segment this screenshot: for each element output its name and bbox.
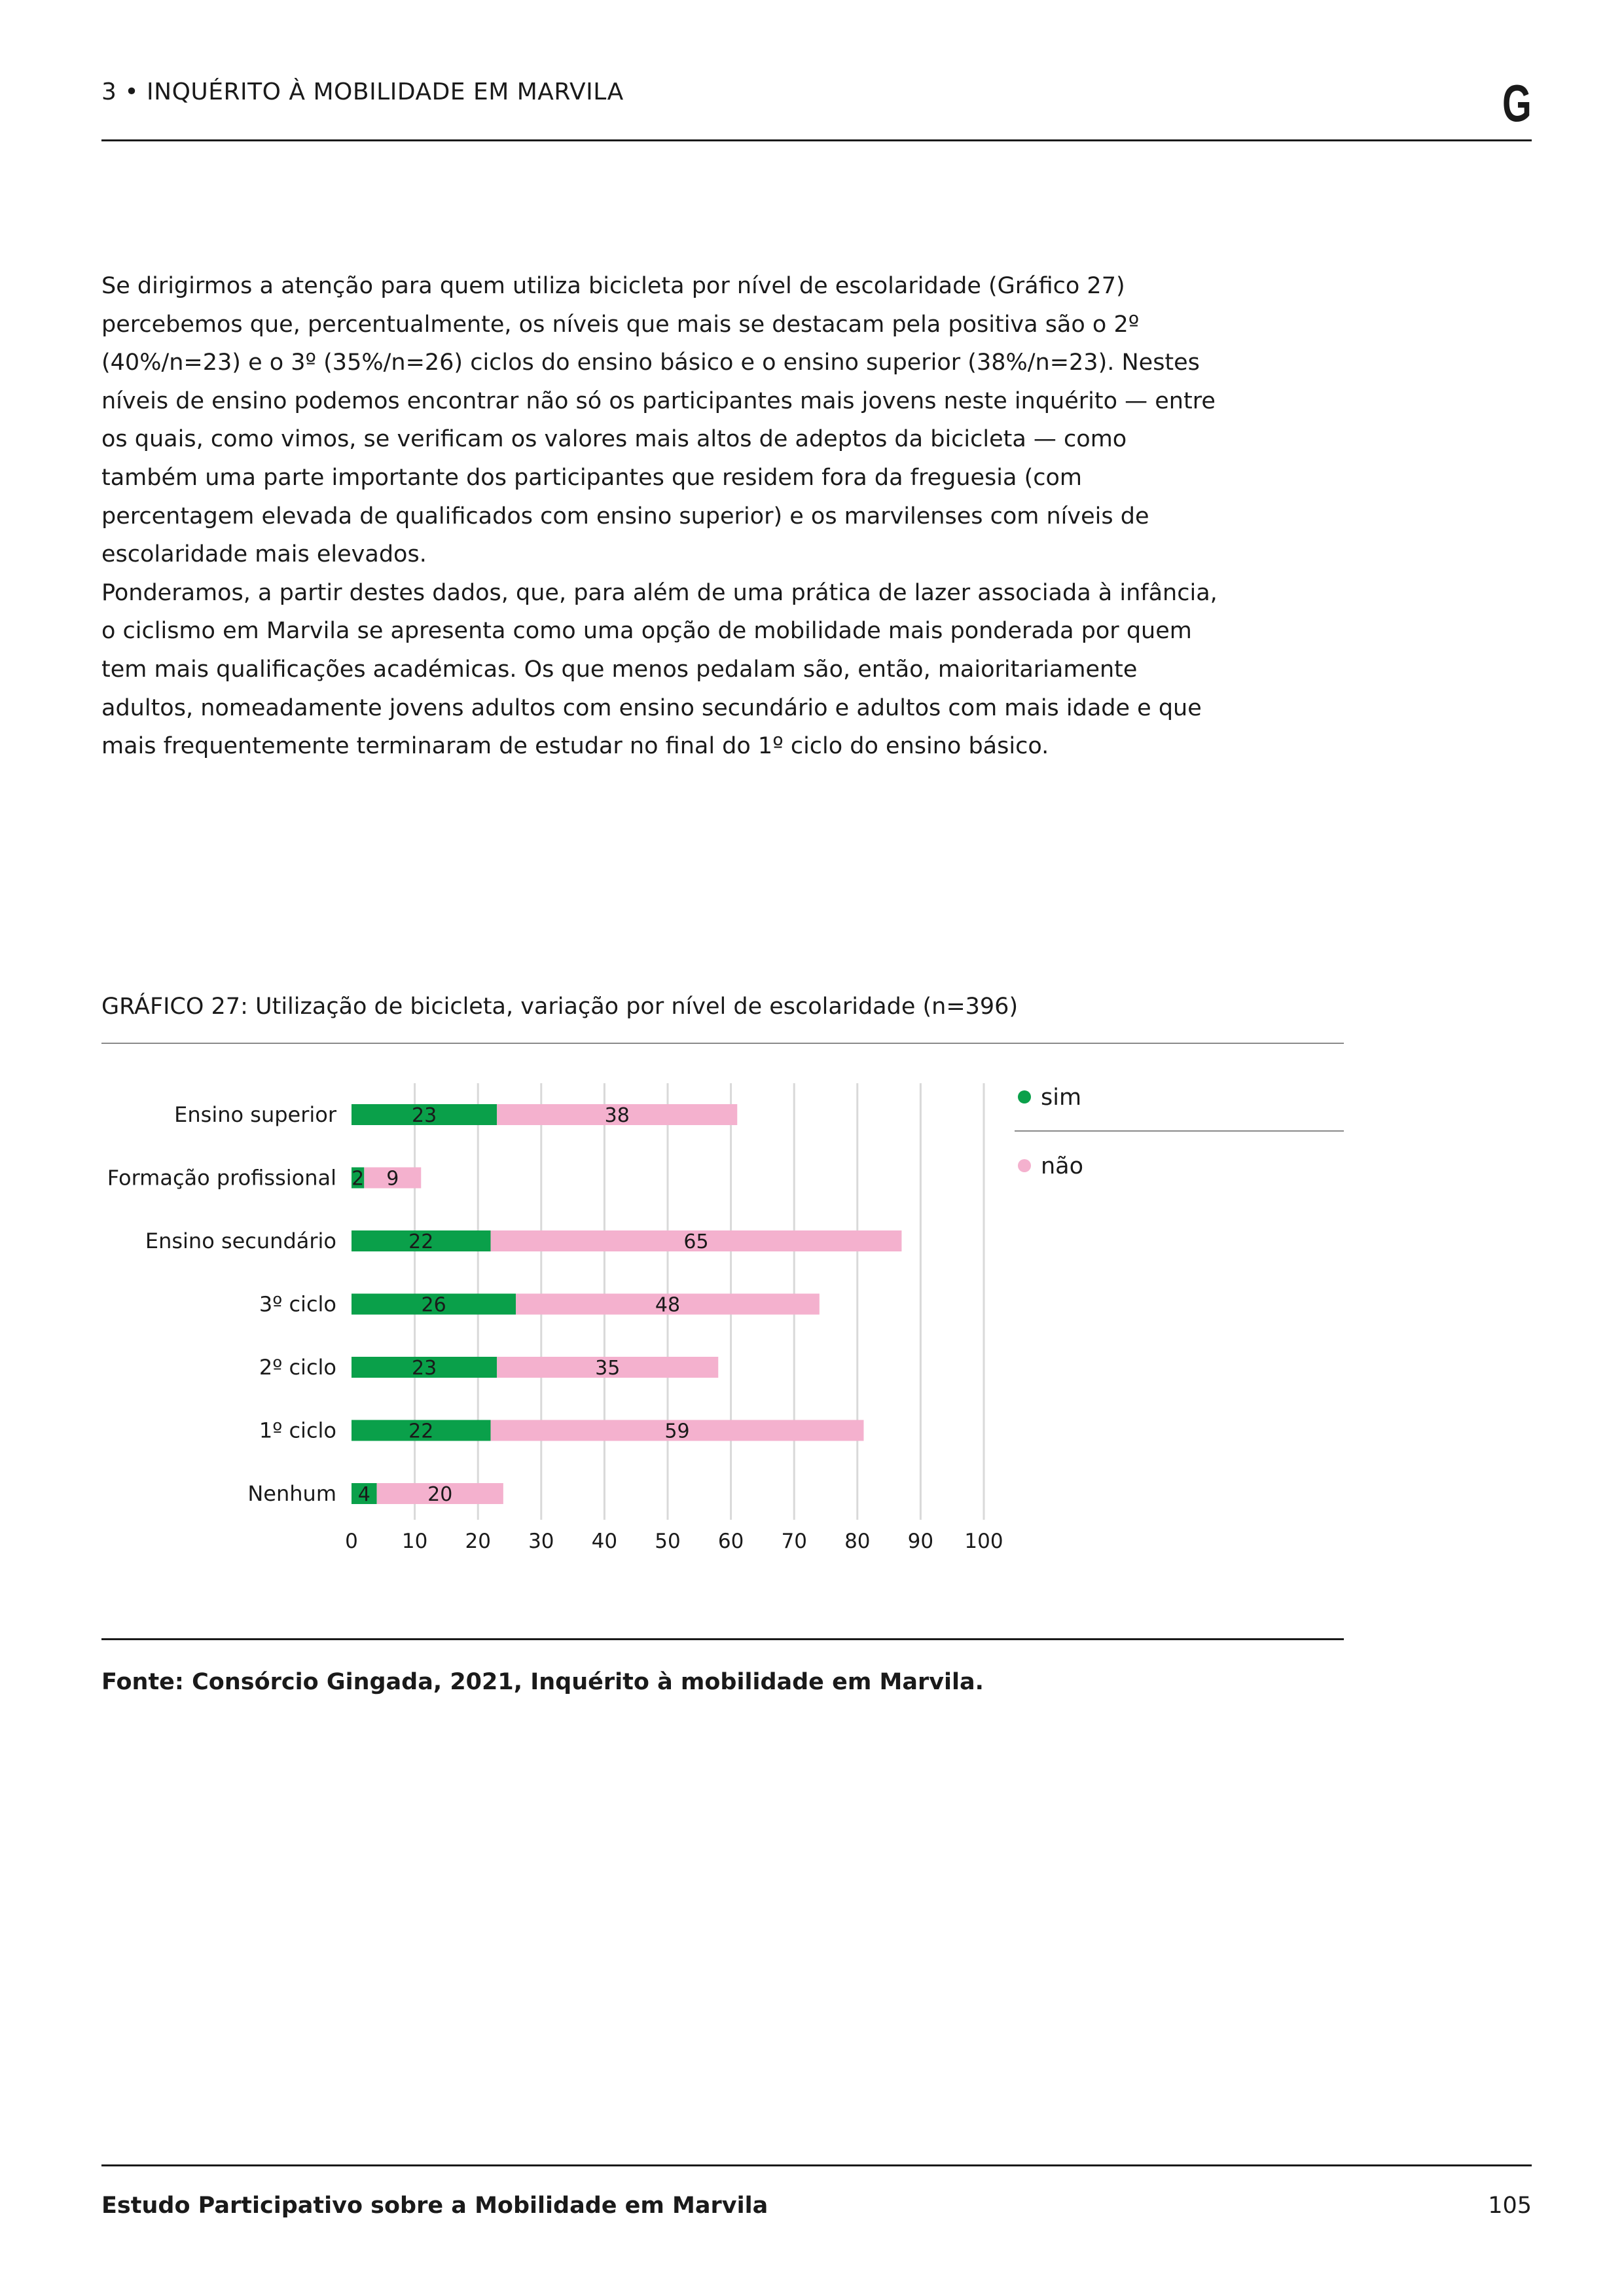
paragraph-1: Se dirigirmos a atenção para quem utiliza bicicleta por nível de escolaridade (Gráfico 27) percebemos que, percentualmente, os níveis que mais se destacam pela positiva são o 2º (40%/n=23) e o 3º (35%/n=26) ciclos do ensino básico e o ensino superior (38%/n=23). Nestes níveis de ensino podemos encontrar não só os participantes mais jovens neste inquérito — entre os quais, como vimos, se verificam os valores mais altos de adeptos da bicicleta — como também uma parte importante dos participantes que residem fora da freguesia (com percentagem elevada de qualificados com ensino superior) e os marvilenses com níveis de escolaridade mais elevados. [101,273,1216,568]
chart-legend [1015,1085,1344,1179]
paragraph-2: Ponderamos, a partir destes dados, que, para além de uma prática de lazer associada à infância, o ciclismo em Marvila se apresenta como uma opção de mobilidade mais ponderada por quem tem mais qualificações académicas. Os que menos pedalam são, então, maioritariamente adultos, nomeadamente jovens adultos com ensino secundário e adultos com mais idade e que mais frequentemente terminaram de estudar no final do 1º ciclo do ensino básico. [101,579,1218,760]
data-label: 65 [683,1230,709,1253]
chart-bottom-divider [101,1638,1344,1640]
data-label: 38 [604,1104,630,1127]
x-tick-label: 20 [465,1530,491,1553]
category-label: 3º ciclo [259,1291,336,1317]
category-label: Nenhum [247,1481,336,1506]
footer-divider [101,2164,1532,2166]
x-tick-label: 40 [591,1530,618,1553]
chart-title: GRÁFICO 27: Utilização de bicicleta, variação por nível de escolaridade (n=396) [101,994,1019,1020]
data-label: 22 [408,1420,434,1443]
data-label: 35 [595,1357,621,1380]
x-tick-label: 50 [655,1530,681,1553]
x-tick-label: 0 [345,1530,358,1553]
data-label: 2 [352,1167,365,1191]
data-label: 4 [357,1483,370,1506]
legend-label: sim [1041,1085,1082,1111]
category-label: 2º ciclo [259,1355,336,1380]
data-label: 48 [655,1293,681,1317]
x-tick-label: 100 [964,1530,1003,1553]
data-label: 23 [411,1104,437,1127]
data-label: 9 [386,1167,399,1191]
legend-marker [1018,1159,1031,1172]
category-label: Ensino superior [174,1102,336,1127]
x-tick-label: 80 [844,1530,871,1553]
x-tick-label: 70 [781,1530,807,1553]
data-label: 59 [664,1420,690,1443]
legend-marker [1018,1090,1031,1103]
data-label: 20 [427,1483,453,1506]
x-tick-label: 90 [907,1530,934,1553]
page-number: 105 [1488,2193,1532,2219]
category-label: 1º ciclo [259,1418,336,1443]
logo: G [1502,74,1532,132]
category-label: Ensino secundário [145,1229,336,1253]
x-tick-label: 30 [528,1530,554,1553]
x-tick-label: 60 [717,1530,744,1553]
data-label: 26 [421,1293,446,1317]
data-label: 23 [411,1357,437,1380]
x-tick-label: 10 [401,1530,428,1553]
data-label: 22 [408,1230,434,1253]
source-note: Fonte: Consórcio Gingada, 2021, Inquérito à mobilidade em Marvila. [101,1669,984,1695]
section-header: 3 • INQUÉRITO À MOBILIDADE EM MARVILA [101,79,624,105]
category-label: Formação profissional [107,1165,336,1191]
footer-title: Estudo Participativo sobre a Mobilidade em Marvila [101,2193,768,2219]
chart-labels [107,1102,1003,1553]
legend-label: não [1041,1153,1084,1179]
